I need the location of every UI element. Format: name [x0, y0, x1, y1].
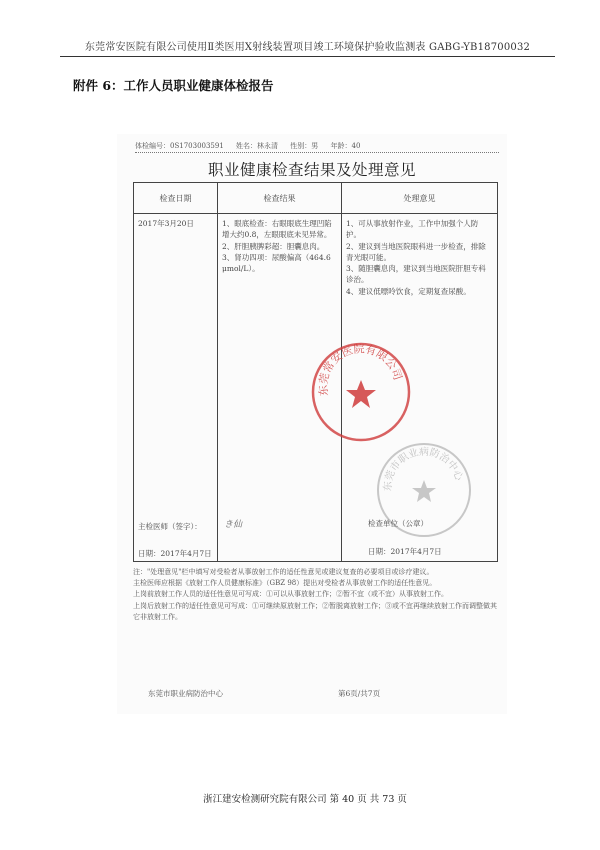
scan-footer-page: 第6页/共7页 [338, 689, 381, 698]
signature-date: 日期：2017年4月7日 [138, 549, 212, 558]
attachment-title: 附件 6：工作人员职业健康体检报告 [73, 78, 274, 93]
advice-item: 1、可从事放射作业，工作中加强个人防护。 [346, 219, 479, 240]
hospital-seal-text: 东莞常安医院有限公司 [316, 342, 405, 397]
exam-unit-label: 检查单位（公章） [368, 519, 428, 528]
center-seal-text: 东莞市职业病防治中心 [382, 446, 465, 492]
advice-item: 4、建议低嘌呤饮食，定期复查尿酸。 [346, 286, 471, 296]
note-line: 上岗后放射工作的适任性意见可写成：①可继续原放射工作；②暂脱离放射工作；③或不宜再继续放射工作而调整做其它非放射工作。 [133, 601, 497, 621]
record-divider [135, 152, 499, 153]
scan-footer-org: 东莞市职业病防治中心 [148, 689, 223, 698]
finding-item: 3、肾功四项：尿酸偏高（464.6 μmol/L）。 [222, 252, 331, 273]
exam-number: 体检编号：0S1703003591 [135, 142, 224, 150]
page-header: 东莞常安医院有限公司使用Ⅱ类医用X射线装置项目竣工环境保护验收监测表 GABG-YB18700032 [60, 38, 555, 57]
advice-item: 2、建议到当地医院眼科进一步检查，排除青光眼可能。 [346, 241, 486, 262]
finding-item: 1、眼底检查：右眼眼底生理凹陷增大约0.8，左眼眼底未见异常。 [222, 219, 332, 240]
unit-date: 日期：2017年4月7日 [368, 547, 442, 556]
finding-item: 2、肝胆胰脾彩超：胆囊息肉。 [222, 241, 325, 251]
patient-sex: 性别：男 [290, 142, 319, 150]
col-header-date: 检查日期 [134, 183, 218, 214]
advice-item: 3、随胆囊息肉，建议到当地医院肝胆专科诊治。 [346, 264, 486, 285]
report-title: 职业健康检查结果及处理意见 [207, 161, 416, 179]
page-footer: 浙江建安检测研究院有限公司 第 40 页 共 73 页 [203, 794, 407, 805]
doctor-signature-label: 主检医师（签字）： [138, 522, 202, 531]
note-line: 上岗前放射工作人员的适任性意见可写成：①可以从事放射工作；②暂不宜（或不宜）从事放射工作。 [133, 590, 448, 599]
exam-date: 2017年3月20日 [134, 214, 218, 562]
col-header-advice: 处理意见 [342, 183, 498, 214]
hospital-seal-stamp [309, 340, 413, 444]
doctor-signature: き仙 [224, 520, 243, 530]
patient-name: 姓名：林永清 [236, 142, 279, 150]
notes-block [133, 567, 498, 623]
table-header-row [134, 183, 498, 214]
record-info [135, 141, 370, 151]
note-line: 主检医师应根据《放射工作人员健康标准》（GBZ 98）提出对受检者从事放射工作的适任性意见。 [133, 579, 437, 588]
note-line: 注："处理意见"栏中填写对受检者从事放射工作的适任性意见或建议复查的必要项目或诊疗建议。 [133, 568, 434, 576]
col-header-result: 检查结果 [218, 183, 342, 214]
patient-age: 年龄：40 [330, 142, 361, 150]
